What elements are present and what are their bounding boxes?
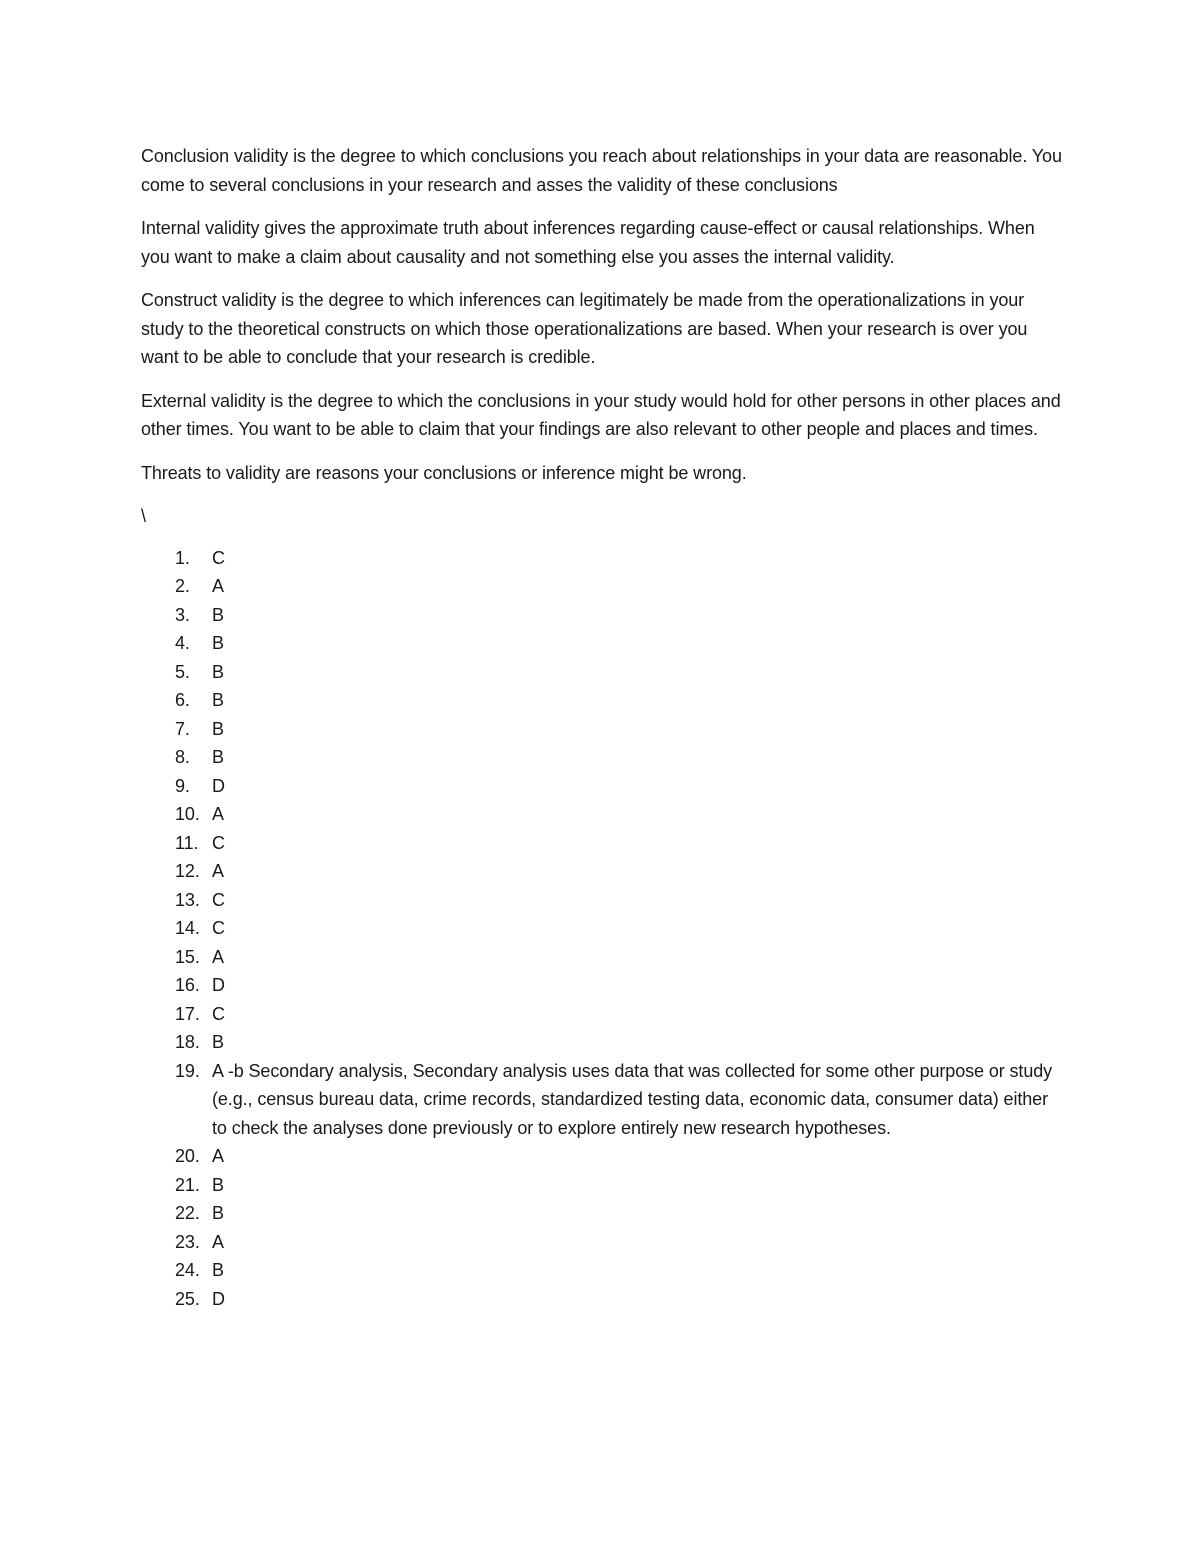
answer-number: 3. xyxy=(175,604,190,625)
answer-item xyxy=(141,914,1066,943)
answer-item xyxy=(141,886,1066,915)
answer-text: C xyxy=(212,918,225,938)
answer-number: 18. xyxy=(175,1032,200,1052)
answer-number: 24. xyxy=(175,1260,200,1280)
answer-text: A xyxy=(212,1231,224,1252)
answer-item xyxy=(141,857,1066,886)
answer-text: A xyxy=(212,946,224,967)
answer-number: 9. xyxy=(175,775,190,796)
answer-number: 22. xyxy=(175,1203,200,1223)
answer-text: B xyxy=(212,1032,224,1052)
answer-number: 2. xyxy=(175,576,190,596)
answer-item xyxy=(141,601,1066,630)
paragraph-external-validity: External validity is the degree to which the conclusions in your study would hold for other persons in other places and other times. You want to be able to claim that your findings are also relevant to other people and places and times. xyxy=(141,390,1061,439)
answer-text: C xyxy=(212,1003,225,1024)
answer-item xyxy=(141,943,1066,972)
answer-text: C xyxy=(212,889,225,910)
answer-text: B xyxy=(212,718,224,739)
answer-text: A xyxy=(212,1146,224,1166)
answer-item xyxy=(141,971,1066,1000)
answer-item xyxy=(141,1028,1066,1057)
paragraph-threats-to-validity: Threats to validity are reasons your conclusions or inference might be wrong. xyxy=(141,462,747,483)
answer-text: B xyxy=(212,690,224,710)
answer-item xyxy=(141,686,1066,715)
answer-text: D xyxy=(212,775,225,796)
answer-text: B xyxy=(212,604,224,625)
answer-item xyxy=(141,800,1066,829)
answer-number: 12. xyxy=(175,861,200,881)
answer-number: 6. xyxy=(175,690,190,710)
answer-item xyxy=(141,772,1066,801)
answer-item xyxy=(141,1256,1066,1285)
answer-item xyxy=(141,1057,1066,1143)
answer-list xyxy=(141,544,1066,1314)
separator-backslash: \ xyxy=(141,506,146,526)
answer-text: C xyxy=(212,547,225,568)
answer-number: 20. xyxy=(175,1146,200,1166)
paragraph-construct-validity: Construct validity is the degree to which inferences can legitimately be made from the operationalizations in your study to the theoretical constructs on which those operationalizations are based. When your research is over you want to be able to conclude that your research is credible. xyxy=(141,290,1028,367)
answer-item xyxy=(141,1171,1066,1200)
answer-item xyxy=(141,1285,1066,1314)
answer-item xyxy=(141,1199,1066,1228)
paragraph-conclusion-validity: Conclusion validity is the degree to which conclusions you reach about relationships in your data are reasonable. You come to several conclusions in your research and asses the validity of these conclusions xyxy=(141,146,1062,195)
answer-item xyxy=(141,1000,1066,1029)
answer-text: B xyxy=(212,633,224,653)
answer-item xyxy=(141,629,1066,658)
answer-number: 23. xyxy=(175,1231,200,1252)
answer-number: 15. xyxy=(175,946,200,967)
answer-text: A xyxy=(212,804,224,824)
answer-item xyxy=(141,1142,1066,1171)
answer-item xyxy=(141,658,1066,687)
answer-number: 4. xyxy=(175,633,190,653)
answer-number: 8. xyxy=(175,747,190,767)
answer-text: A xyxy=(212,576,224,596)
answer-item xyxy=(141,715,1066,744)
answer-text: D xyxy=(212,975,225,995)
paragraph-internal-validity: Internal validity gives the approximate truth about inferences regarding cause-effect or causal relationships. When you want to make a claim about causality and not something else you asses the internal validity. xyxy=(141,218,1035,267)
answer-item xyxy=(141,544,1066,573)
answer-number: 1. xyxy=(175,547,190,568)
answer-number: 7. xyxy=(175,718,190,739)
document-body xyxy=(141,142,1066,1313)
answer-text: A xyxy=(212,861,224,881)
answer-number: 16. xyxy=(175,975,200,995)
answer-item xyxy=(141,743,1066,772)
answer-number: 19. xyxy=(175,1060,200,1081)
answer-number: 21. xyxy=(175,1174,200,1195)
answer-item xyxy=(141,829,1066,858)
answer-number: 25. xyxy=(175,1288,200,1309)
answer-text: B xyxy=(212,747,224,767)
answer-number: 5. xyxy=(175,661,190,682)
answer-text: A -b Secondary analysis, Secondary analysis uses data that was collected for some other purpose or study (e.g., census bureau data, crime records, standardized testing data, economic data, consumer data) either to check the analyses done previously or to explore entirely new research hypotheses. xyxy=(212,1060,1053,1138)
answer-text: B xyxy=(212,1174,224,1195)
answer-text: D xyxy=(212,1288,225,1309)
answer-item xyxy=(141,572,1066,601)
answer-text: B xyxy=(212,661,224,682)
answer-text: B xyxy=(212,1203,224,1223)
answer-number: 13. xyxy=(175,889,200,910)
answer-text: B xyxy=(212,1260,224,1280)
answer-number: 14. xyxy=(175,918,200,938)
answer-number: 17. xyxy=(175,1003,200,1024)
answer-item xyxy=(141,1228,1066,1257)
answer-number: 11. xyxy=(175,832,199,853)
answer-number: 10. xyxy=(175,804,200,824)
answer-text: C xyxy=(212,832,225,853)
